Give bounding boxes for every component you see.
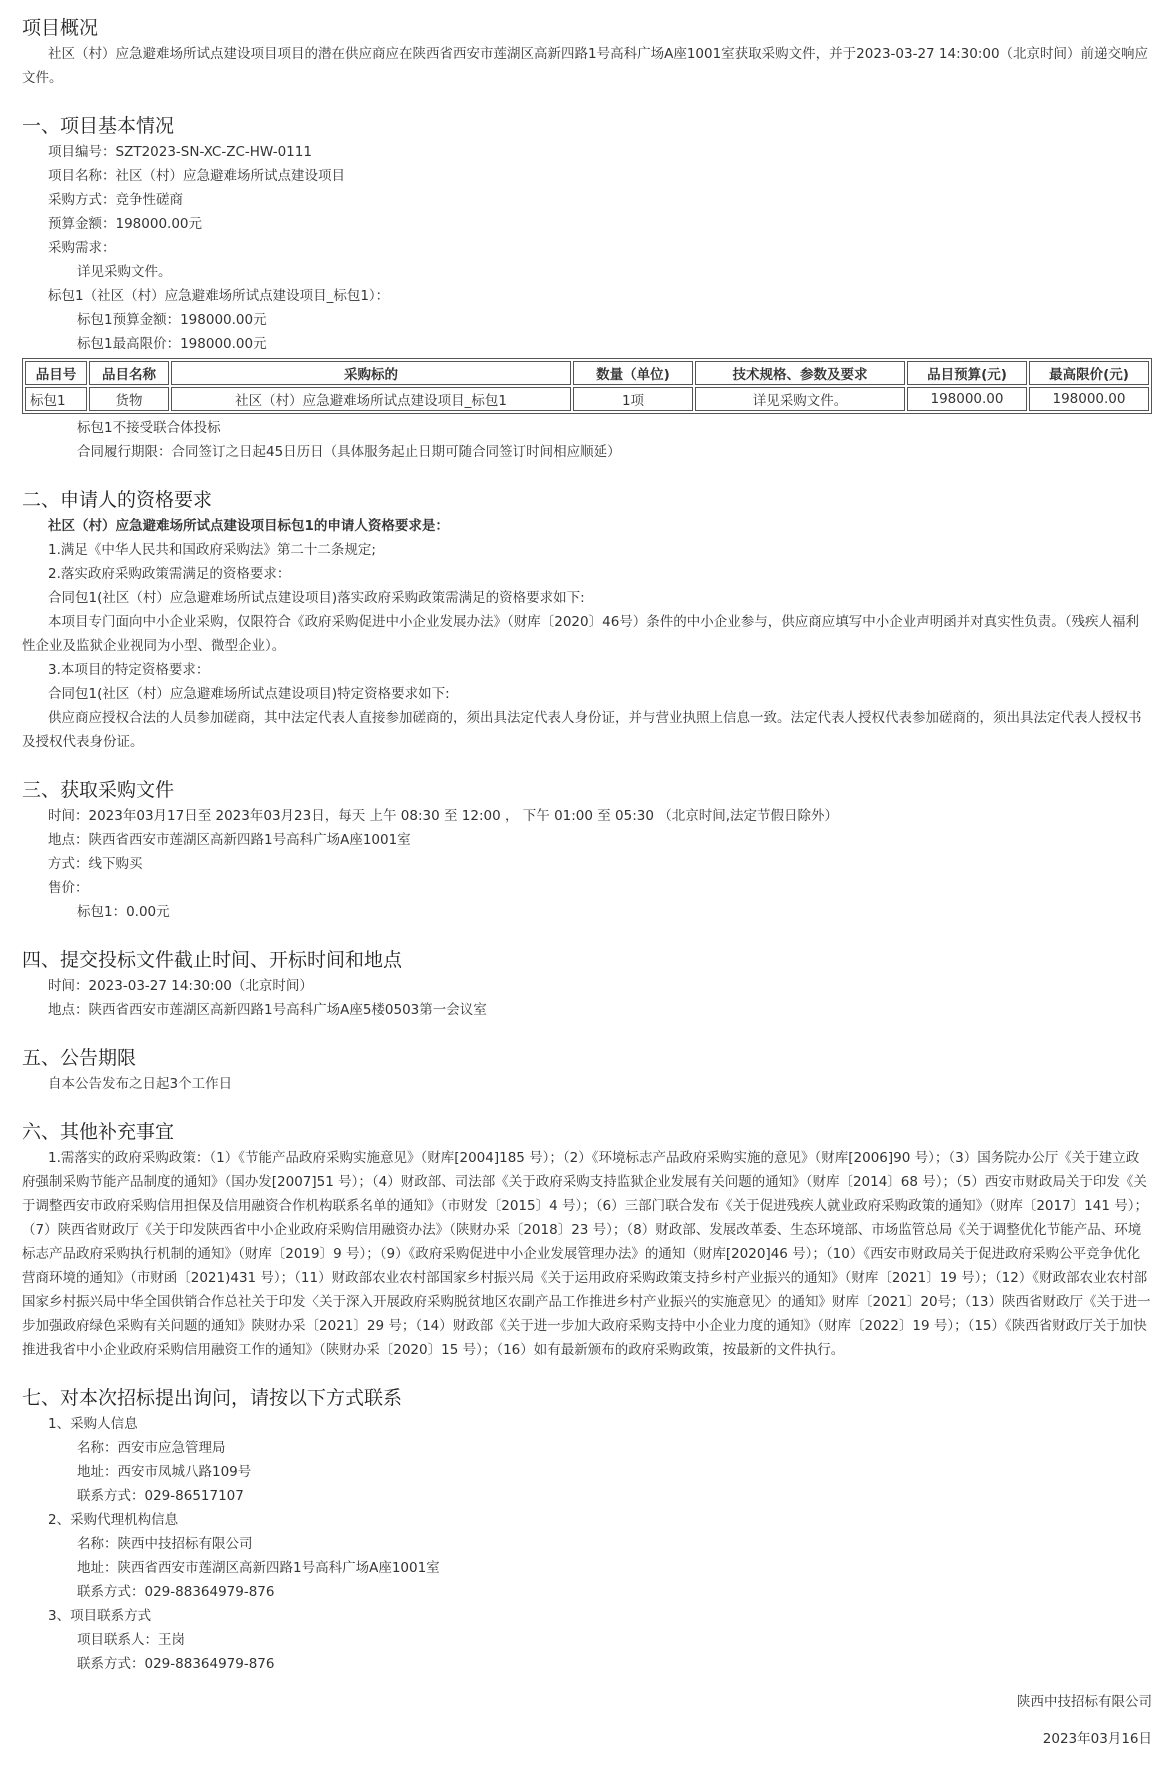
- header-quantity: 数量（单位): [573, 361, 693, 385]
- lot-price: 标包1：0.00元: [77, 904, 170, 920]
- cell-quantity: 1项: [573, 387, 693, 411]
- cell-budget: 198000.00: [907, 387, 1027, 411]
- budget-amount: 预算金额：198000.00元: [48, 216, 203, 232]
- opening-place: 地点：陕西省西安市莲湖区高新四路1号高科广场A座5楼0503第一会议室: [48, 1002, 487, 1018]
- cell-max-price: 198000.00: [1029, 387, 1149, 411]
- cell-spec: 详见采购文件。: [695, 387, 905, 411]
- demand-label: 采购需求：: [48, 240, 116, 256]
- project-number: 项目编号：SZT2023-SN-XC-ZC-HW-0111: [48, 144, 312, 160]
- project-name: 项目名称：社区（村）应急避难场所试点建设项目: [48, 168, 345, 184]
- contract-period: 合同履行期限：合同签订之日起45日历日（具体服务起止日期可随合同签订时间相应顺延）: [77, 444, 621, 460]
- cell-item-no: 标包1: [25, 387, 87, 411]
- price-label: 售价：: [48, 880, 89, 896]
- signature-org: 陕西中技招标有限公司: [1017, 1693, 1152, 1710]
- requirement-2a: 合同包1(社区（村）应急避难场所试点建设项目)落实政府采购政策需满足的资格要求如下:: [48, 590, 585, 606]
- header-budget: 品目预算(元): [907, 361, 1027, 385]
- policy-list: 1.需落实的政府采购政策：（1）《节能产品政府采购实施意见》（财库[2004]185 号）；（2）《环境标志产品政府采购实施的意见》（财库[2006]90 号）；（3）国务院办公厅《关于建立政府强制采购节能产品制度的通知》（国办发[2007]51 号）；（4）财政部、司法部《关于政府采购支持监狱企业发展有关问题的通知》（财库〔2014〕68 号）；（5）西安市财政局关于印发《关于调整西安市政府采购信用担保及信用融资合作机构联系名单的通知》（市财发〔2015〕4 号）；（6）三部门联合发布《关于促进残疾人就业政府采购政策的通知》（财库〔2017〕141 号）；（7）陕西省财政厅《关于印发陕西省中小企业政府采购信用融资办法》（陕财办采〔2018〕23 号）；（8）财政部、发展改革委、生态环境部、市场监管总局《关于调整优化节能产品、环境标志产品政府采购执行机制的通知》（财库〔2019〕9 号）；（9）《政府采购促进中小企业发展管理办法》的通知（财库[2020]46 号）；（10）《西安市财政局关于促进政府采购公平竞争优化营商环境的通知》（市财函〔2021)431 号）；（11）财政部农业农村部国家乡村振兴局《关于运用政府采购政策支持乡村产业振兴的通知》（财库〔2021〕19 号）；（12）《财政部农业农村部国家乡村振兴局中华全国供销合作总社关于印发〈关于深入开展政府采购脱贫地区农副产品工作推进乡村产业振兴的实施意见〉的通知》财库〔2021〕20号；（13）陕西省财政厅《关于进一步加强政府绿色采购有关问题的通知》陕财办采〔2021〕29 号；（14）财政部《关于进一步加大政府采购支持中小企业力度的通知》（财库〔2022〕19 号）；（15）《陕西省财政厅关于加快推进我省中小企业政府采购信用融资工作的通知》（陕财办采〔2020〕15 号）；（16）如有最新颁布的政府采购政策，按最新的文件执行。: [22, 1150, 1151, 1358]
- table-row: [25, 387, 1149, 411]
- requirement-1: 1.满足《中华人民共和国政府采购法》第二十二条规定;: [48, 542, 376, 558]
- lot-max-price: 标包1最高限价：198000.00元: [77, 336, 267, 352]
- lot-title: 标包1（社区（村）应急避难场所试点建设项目_标包1）：: [48, 288, 390, 304]
- deadline-time: 时间：2023-03-27 14:30:00（北京时间）: [48, 978, 313, 994]
- no-joint-bid: 标包1不接受联合体投标: [77, 420, 221, 436]
- header-spec: 技术规格、参数及要求: [695, 361, 905, 385]
- qualification-heading: 社区（村）应急避难场所试点建设项目标包1的申请人资格要求是：: [48, 518, 449, 534]
- obtain-time: 时间：2023年03月17日至 2023年03月23日，每天 上午 08:30 至 12:00 ， 下午 01:00 至 05:30 （北京时间,法定节假日除外）: [48, 808, 839, 824]
- buyer-name: 名称：西安市应急管理局: [77, 1440, 226, 1456]
- requirement-2b: 本项目专门面向中小企业采购，仅限符合《政府采购促进中小企业发展办法》（财库〔2020〕46号）条件的中小企业参与，供应商应填写中小企业声明函并对真实性负责。（残疾人福利性企业及监狱企业视同为小型、微型企业）。: [22, 614, 1140, 654]
- agent-phone: 联系方式：029-88364979-876: [77, 1584, 275, 1600]
- requirement-3a: 合同包1(社区（村）应急避难场所试点建设项目)特定资格要求如下:: [48, 686, 450, 702]
- signature-date: 2023年03月16日: [1042, 1731, 1152, 1747]
- procurement-method: 采购方式：竞争性磋商: [48, 192, 183, 208]
- project-contact-title: 3、项目联系方式: [48, 1608, 152, 1624]
- section-1-title: 一、项目基本情况: [22, 115, 175, 137]
- agent-address: 地址：陕西省西安市莲湖区高新四路1号高科广场A座1001室: [77, 1560, 440, 1576]
- agent-name: 名称：陕西中技招标有限公司: [77, 1536, 253, 1552]
- table-header-row: [25, 361, 1149, 385]
- overview-title: 项目概况: [22, 17, 99, 39]
- header-subject: 采购标的: [171, 361, 571, 385]
- project-contact-phone: 联系方式：029-88364979-876: [77, 1656, 275, 1672]
- project-contact-person: 项目联系人：王岗: [77, 1632, 185, 1648]
- section-7-title: 七、对本次招标提出询问，请按以下方式联系: [22, 1387, 403, 1409]
- section-2-title: 二、申请人的资格要求: [22, 489, 213, 511]
- requirement-3: 3.本项目的特定资格要求：: [48, 662, 210, 678]
- notice-period: 自本公告发布之日起3个工作日: [48, 1076, 233, 1092]
- lot-budget: 标包1预算金额：198000.00元: [77, 312, 267, 328]
- header-max-price: 最高限价(元): [1029, 361, 1149, 385]
- section-3-title: 三、获取采购文件: [22, 779, 175, 801]
- overview-text: 社区（村）应急避难场所试点建设项目项目的潜在供应商应在陕西省西安市莲湖区高新四路1号高科广场A座1001室获取采购文件，并于2023-03-27 14:30:00（北京时间）前递交响应文件。: [22, 46, 1149, 86]
- items-table: [22, 358, 1152, 414]
- header-item-name: 品目名称: [89, 361, 169, 385]
- buyer-info-title: 1、采购人信息: [48, 1416, 138, 1432]
- requirement-2: 2.落实政府采购政策需满足的资格要求：: [48, 566, 291, 582]
- cell-item-name: 货物: [89, 387, 169, 411]
- cell-subject: 社区（村）应急避难场所试点建设项目_标包1: [171, 387, 571, 411]
- demand-text: 详见采购文件。: [77, 264, 172, 280]
- obtain-place: 地点：陕西省西安市莲湖区高新四路1号高科广场A座1001室: [48, 832, 411, 848]
- requirement-3b: 供应商应授权合法的人员参加磋商，其中法定代表人直接参加磋商的，须出具法定代表人身份证，并与营业执照上信息一致。法定代表人授权代表参加磋商的，须出具法定代表人授权书及授权代表身份证。: [22, 710, 1142, 750]
- section-4-title: 四、提交投标文件截止时间、开标时间和地点: [22, 949, 403, 971]
- obtain-way: 方式：线下购买: [48, 856, 143, 872]
- agent-info-title: 2、采购代理机构信息: [48, 1512, 179, 1528]
- section-6-title: 六、其他补充事宜: [22, 1121, 175, 1143]
- buyer-address: 地址：西安市凤城八路109号: [77, 1464, 252, 1480]
- section-5-title: 五、公告期限: [22, 1047, 137, 1069]
- buyer-phone: 联系方式：029-86517107: [77, 1488, 244, 1504]
- header-item-no: 品目号: [25, 361, 87, 385]
